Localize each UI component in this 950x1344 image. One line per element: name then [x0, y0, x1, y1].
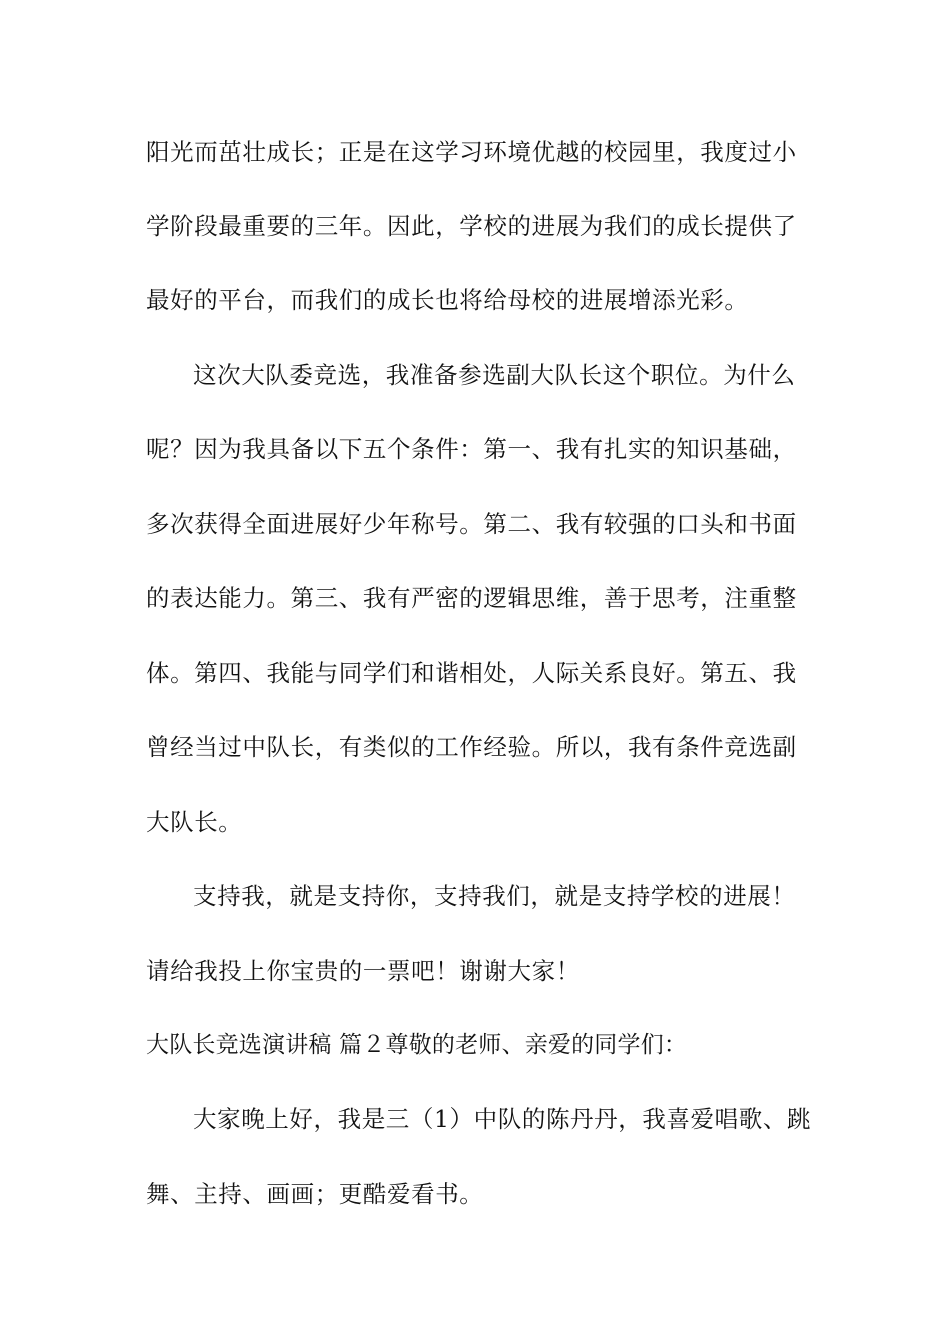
paragraph-line: 请给我投上你宝贵的一票吧！谢谢大家！: [146, 957, 580, 985]
paragraph-line: 大队长。: [146, 808, 243, 836]
paragraph-line: 最好的平台，而我们的成长也将给母校的进展增添光彩。: [146, 286, 749, 314]
paragraph-line: 呢？因为我具备以下五个条件：第一、我有扎实的知识基础，: [146, 435, 797, 463]
section-heading: 大队长竞选演讲稿 篇２尊敬的老师、亲爱的同学们：: [146, 1032, 688, 1058]
paragraph-line: 体。第四、我能与同学们和谐相处，人际关系良好。第五、我: [146, 659, 797, 687]
paragraph-first-line: 支持我，就是支持你，支持我们，就是支持学校的进展！: [193, 882, 796, 910]
paragraph-line: 的表达能力。第三、我有严密的逻辑思维，善于思考，注重整: [146, 584, 797, 612]
paragraph-first-line: 这次大队委竞选，我准备参选副大队长这个职位。为什么: [193, 361, 796, 389]
paragraph-line: 舞、主持、画画；更酷爱看书。: [146, 1180, 484, 1208]
paragraph-line: 多次获得全面进展好少年称号。第二、我有较强的口头和书面: [146, 510, 797, 538]
paragraph-first-line: 大家晚上好，我是三（1）中队的陈丹丹，我喜爱唱歌、跳: [193, 1105, 812, 1133]
paragraph-line: 曾经当过中队长，有类似的工作经验。所以，我有条件竞选副: [146, 733, 797, 761]
paragraph-line: 阳光而茁壮成长；正是在这学习环境优越的校园里，我度过小: [146, 138, 797, 166]
paragraph-line: 学阶段最重要的三年。因此，学校的进展为我们的成长提供了: [146, 212, 797, 240]
